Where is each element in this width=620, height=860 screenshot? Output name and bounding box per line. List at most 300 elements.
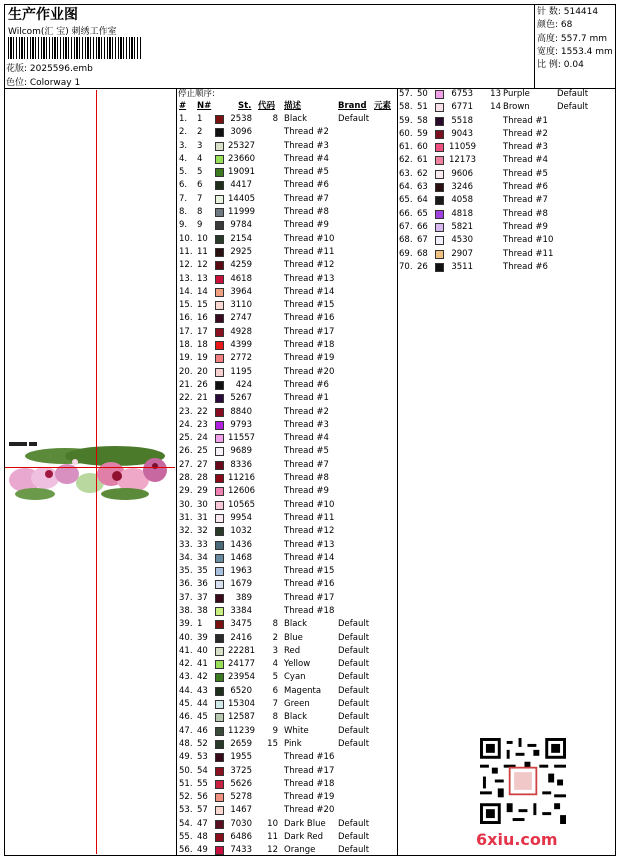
- row-stitches: 11239: [228, 725, 256, 736]
- row-stitches: 9043: [451, 128, 473, 139]
- row-index: 30.: [179, 499, 193, 510]
- color-swatch: [215, 168, 224, 177]
- row-index: 37.: [179, 592, 193, 603]
- color-swatch: [215, 740, 224, 749]
- row-needle: 19: [197, 353, 208, 364]
- sequence-row: [178, 671, 396, 684]
- row-index: 19.: [179, 353, 193, 364]
- sequence-row: [399, 141, 609, 154]
- row-index: 51.: [179, 778, 193, 789]
- sequence-row: [178, 366, 396, 379]
- page-title: 生产作业图: [8, 7, 78, 23]
- sequence-row: [178, 219, 396, 232]
- row-description: Thread #14: [284, 286, 335, 297]
- sequence-row: [178, 512, 396, 525]
- row-stitches: 11557: [228, 433, 256, 444]
- row-stitches: 9784: [230, 220, 252, 231]
- row-stitches: 424: [235, 379, 252, 390]
- colorway: 色位: Colorway 1: [6, 78, 81, 88]
- color-swatch: [215, 554, 224, 563]
- color-swatch: [215, 447, 224, 456]
- color-swatch: [215, 208, 224, 217]
- sequence-row: [178, 711, 396, 724]
- sequence-row: [178, 685, 396, 698]
- row-stitches: 1679: [230, 579, 252, 590]
- row-code: 3: [272, 645, 278, 656]
- row-index: 49.: [179, 752, 193, 763]
- row-brand: Default: [338, 699, 370, 710]
- row-stitches: 5626: [230, 778, 252, 789]
- color-swatch: [215, 806, 224, 815]
- color-swatch: [215, 408, 224, 417]
- row-stitches: 12606: [228, 486, 256, 497]
- row-index: 54.: [179, 818, 193, 829]
- header-n: N#: [197, 101, 212, 111]
- row-index: 58.: [399, 102, 413, 113]
- color-swatch: [215, 221, 224, 230]
- sequence-rows-right: [399, 88, 609, 274]
- sequence-row: [178, 299, 396, 312]
- row-description: Thread #16: [284, 313, 335, 324]
- sequence-column-1: [178, 88, 396, 858]
- color-swatch: [215, 514, 224, 523]
- row-brand: Default: [338, 738, 370, 749]
- design-scale: 比 例: 0.04: [537, 60, 584, 71]
- color-swatch: [435, 236, 444, 245]
- row-needle: 50: [417, 89, 428, 99]
- row-description: Thread #17: [284, 592, 335, 603]
- sequence-row: [178, 698, 396, 711]
- row-index: 50.: [179, 765, 193, 776]
- row-code: 14: [490, 102, 501, 113]
- row-description: Magenta: [284, 685, 322, 696]
- row-needle: 48: [197, 832, 208, 843]
- sequence-row: [178, 126, 396, 139]
- row-needle: 58: [417, 115, 428, 126]
- row-description: Black: [284, 619, 307, 630]
- row-index: 36.: [179, 579, 193, 590]
- row-stitches: 19091: [228, 167, 256, 178]
- row-index: 34.: [179, 552, 193, 563]
- row-code: 7: [272, 699, 278, 710]
- row-index: 53.: [179, 805, 193, 816]
- row-index: 62.: [399, 155, 413, 166]
- color-swatch: [215, 421, 224, 430]
- color-swatch: [215, 341, 224, 350]
- row-needle: 1: [197, 114, 203, 124]
- row-description: Thread #1: [503, 115, 548, 126]
- sequence-row: [178, 738, 396, 751]
- color-swatch: [215, 368, 224, 377]
- row-description: Thread #18: [284, 340, 335, 351]
- color-swatch: [215, 567, 224, 576]
- row-description: Thread #2: [284, 406, 329, 417]
- sequence-row: [399, 154, 609, 167]
- row-stitches: 1032: [230, 526, 252, 537]
- row-needle: 39: [197, 632, 208, 643]
- row-index: 29.: [179, 486, 193, 497]
- color-swatch: [215, 833, 224, 842]
- row-stitches: 9689: [230, 446, 252, 457]
- row-description: Thread #10: [503, 235, 554, 246]
- color-swatch: [435, 210, 444, 219]
- color-swatch: [435, 117, 444, 126]
- row-index: 60.: [399, 128, 413, 139]
- row-needle: 14: [197, 286, 208, 297]
- row-stitches: 8840: [230, 406, 252, 417]
- row-needle: 21: [197, 393, 208, 404]
- color-swatch: [435, 223, 444, 232]
- sequence-row: [178, 312, 396, 325]
- row-index: 1.: [179, 114, 188, 124]
- color-swatch: [215, 580, 224, 589]
- sequence-title: 停止顺序:: [178, 89, 215, 99]
- color-swatch: [215, 727, 224, 736]
- row-stitches: 5821: [451, 221, 473, 232]
- row-description: Black: [284, 114, 307, 124]
- row-index: 63.: [399, 168, 413, 179]
- row-index: 39.: [179, 619, 193, 630]
- row-description: Thread #8: [284, 207, 329, 218]
- row-index: 42.: [179, 659, 193, 670]
- row-stitches: 9793: [230, 419, 252, 430]
- row-description: Thread #12: [284, 526, 335, 537]
- sequence-column-2: [399, 88, 609, 274]
- row-description: Thread #17: [284, 326, 335, 337]
- row-stitches: 8336: [230, 459, 252, 470]
- color-swatch: [215, 660, 224, 669]
- row-needle: 41: [197, 659, 208, 670]
- row-description: Thread #9: [503, 221, 548, 232]
- row-needle: 44: [197, 699, 208, 710]
- row-index: 18.: [179, 340, 193, 351]
- row-description: Black: [284, 712, 307, 723]
- sequence-row: [178, 153, 396, 166]
- color-swatch: [215, 434, 224, 443]
- row-index: 27.: [179, 459, 193, 470]
- sequence-row: [178, 193, 396, 206]
- row-index: 44.: [179, 685, 193, 696]
- row-needle: 52: [197, 738, 208, 749]
- sequence-row: [178, 352, 396, 365]
- row-stitches: 2154: [230, 233, 252, 244]
- row-needle: 45: [197, 712, 208, 723]
- barcode-icon: [8, 37, 142, 59]
- row-needle: 62: [417, 168, 428, 179]
- row-stitches: 6771: [451, 102, 473, 113]
- color-swatch: [215, 634, 224, 643]
- sequence-row: [178, 658, 396, 671]
- row-brand: Default: [338, 114, 370, 124]
- row-description: Thread #3: [284, 419, 329, 430]
- sequence-row: [178, 525, 396, 538]
- row-description: Thread #19: [284, 353, 335, 364]
- row-description: Thread #2: [503, 128, 548, 139]
- design-height: 高度: 557.7 mm: [537, 33, 608, 44]
- row-stitches: 4259: [230, 260, 252, 271]
- row-index: 22.: [179, 393, 193, 404]
- row-description: Thread #6: [284, 379, 329, 390]
- sequence-row: [178, 592, 396, 605]
- sequence-row: [178, 286, 396, 299]
- sequence-row: [178, 844, 396, 857]
- row-index: 3.: [179, 140, 188, 151]
- row-needle: 46: [197, 725, 208, 736]
- row-stitches: 1467: [230, 805, 252, 816]
- color-swatch: [215, 673, 224, 682]
- sequence-row: [178, 765, 396, 778]
- row-needle: 57: [197, 805, 208, 816]
- row-index: 26.: [179, 446, 193, 457]
- row-index: 64.: [399, 182, 413, 193]
- row-index: 43.: [179, 672, 193, 683]
- row-description: Thread #10: [284, 233, 335, 244]
- row-stitches: 6520: [230, 685, 252, 696]
- sequence-row: [399, 221, 609, 234]
- sequence-row: [178, 179, 396, 192]
- sequence-row: [178, 140, 396, 153]
- row-stitches: 3096: [230, 127, 252, 138]
- row-index: 28.: [179, 473, 193, 484]
- sequence-row: [399, 248, 609, 261]
- row-description: Dark Blue: [284, 818, 326, 829]
- row-stitches: 6486: [230, 832, 252, 843]
- sequence-row: [178, 485, 396, 498]
- row-description: Thread #15: [284, 566, 335, 577]
- row-stitches: 15304: [228, 699, 256, 710]
- row-stitches: 1195: [230, 366, 252, 377]
- color-swatch: [215, 328, 224, 337]
- row-stitches: 5278: [230, 792, 252, 803]
- color-swatch: [435, 156, 444, 165]
- row-code: 6: [272, 685, 278, 696]
- row-stitches: 2659: [230, 738, 252, 749]
- row-index: 9.: [179, 220, 188, 231]
- color-swatch: [215, 527, 224, 536]
- color-count: 颜色: 68: [537, 20, 573, 31]
- color-swatch: [215, 753, 224, 762]
- row-needle: 10: [197, 233, 208, 244]
- row-stitches: 2772: [230, 353, 252, 364]
- row-description: Thread #20: [284, 366, 335, 377]
- sequence-row: [178, 379, 396, 392]
- row-description: Thread #11: [503, 248, 554, 259]
- color-swatch: [215, 288, 224, 297]
- row-stitches: 7433: [230, 845, 252, 856]
- sequence-row: [178, 246, 396, 259]
- color-swatch: [215, 620, 224, 629]
- row-index: 10.: [179, 233, 193, 244]
- sequence-row: [178, 472, 396, 485]
- color-swatch: [215, 115, 224, 124]
- row-needle: 27: [197, 459, 208, 470]
- row-description: Thread #11: [284, 246, 335, 257]
- row-description: Thread #6: [284, 180, 329, 191]
- row-stitches: 9954: [230, 512, 252, 523]
- row-index: 14.: [179, 286, 193, 297]
- row-code: 8: [272, 114, 278, 124]
- sequence-row: [399, 128, 609, 141]
- row-stitches: 3964: [230, 286, 252, 297]
- row-needle: 64: [417, 195, 428, 206]
- row-stitches: 11216: [228, 473, 256, 484]
- row-index: 32.: [179, 526, 193, 537]
- row-index: 33.: [179, 539, 193, 550]
- sequence-row: [178, 751, 396, 764]
- color-swatch: [435, 130, 444, 139]
- row-description: Thread #5: [503, 168, 548, 179]
- sequence-row: [178, 725, 396, 738]
- row-index: 57.: [399, 89, 413, 99]
- header-st: St.: [238, 101, 252, 111]
- color-swatch: [215, 381, 224, 390]
- row-description: Thread #1: [284, 393, 329, 404]
- row-brand: Default: [338, 645, 370, 656]
- row-description: Thread #12: [284, 260, 335, 271]
- row-needle: 7: [197, 193, 203, 204]
- row-index: 21.: [179, 379, 193, 390]
- row-needle: 55: [197, 778, 208, 789]
- row-needle: 49: [197, 845, 208, 856]
- row-index: 38.: [179, 605, 193, 616]
- row-description: Thread #4: [284, 433, 329, 444]
- color-swatch: [435, 183, 444, 192]
- sequence-row: [399, 261, 609, 274]
- row-index: 4.: [179, 153, 188, 164]
- sequence-row: [178, 259, 396, 272]
- row-description: Thread #16: [284, 752, 335, 763]
- sequence-row: [178, 539, 396, 552]
- header-code: 代码: [258, 101, 276, 111]
- sequence-row: [178, 113, 396, 126]
- sequence-row: [178, 459, 396, 472]
- row-description: Dark Red: [284, 832, 324, 843]
- row-description: Thread #10: [284, 499, 335, 510]
- row-needle: 38: [197, 605, 208, 616]
- row-stitches: 24177: [228, 659, 256, 670]
- row-index: 31.: [179, 512, 193, 523]
- row-needle: 42: [197, 672, 208, 683]
- row-stitches: 4530: [451, 235, 473, 246]
- preview-divider: [176, 88, 177, 856]
- color-swatch: [435, 250, 444, 259]
- sequence-row: [178, 326, 396, 339]
- row-stitches: 11999: [228, 207, 256, 218]
- row-description: Thread #20: [284, 805, 335, 816]
- sequence-row: [399, 115, 609, 128]
- watermark: 6xiu.com: [476, 830, 558, 849]
- sequence-row: [178, 818, 396, 831]
- row-stitches: 2907: [451, 248, 473, 259]
- row-index: 17.: [179, 326, 193, 337]
- row-needle: 65: [417, 208, 428, 219]
- sequence-row: [399, 88, 609, 101]
- row-index: 2.: [179, 127, 188, 138]
- row-index: 20.: [179, 366, 193, 377]
- row-index: 45.: [179, 699, 193, 710]
- design-file: 花版: 2025596.emb: [6, 64, 93, 74]
- row-index: 69.: [399, 248, 413, 259]
- color-swatch: [215, 195, 224, 204]
- row-needle: 56: [197, 792, 208, 803]
- sequence-row: [178, 552, 396, 565]
- color-swatch: [215, 261, 224, 270]
- row-stitches: 1963: [230, 566, 252, 577]
- row-needle: 25: [197, 446, 208, 457]
- row-needle: 63: [417, 182, 428, 193]
- row-needle: 11: [197, 246, 208, 257]
- row-index: 59.: [399, 115, 413, 126]
- row-index: 61.: [399, 142, 413, 153]
- color-swatch: [215, 541, 224, 550]
- embroidery-pattern: [9, 442, 167, 500]
- row-index: 23.: [179, 406, 193, 417]
- row-needle: 36: [197, 579, 208, 590]
- row-stitches: 14405: [228, 193, 256, 204]
- sequence-row: [178, 339, 396, 352]
- row-index: 35.: [179, 566, 193, 577]
- column-divider: [397, 88, 398, 856]
- center-line-horizontal: [5, 467, 175, 468]
- stitch-count: 针 数: 514414: [537, 7, 599, 17]
- row-description: Thread #4: [503, 155, 548, 166]
- row-needle: 22: [197, 406, 208, 417]
- row-index: 56.: [179, 845, 193, 856]
- row-description: Thread #3: [284, 140, 329, 151]
- row-needle: 47: [197, 818, 208, 829]
- row-index: 16.: [179, 313, 193, 324]
- row-description: Thread #14: [284, 552, 335, 563]
- row-stitches: 7030: [230, 818, 252, 829]
- header-desc: 描述: [284, 101, 302, 111]
- row-brand: Default: [338, 845, 370, 856]
- row-index: 47.: [179, 725, 193, 736]
- row-needle: 40: [197, 645, 208, 656]
- row-description: Thread #18: [284, 778, 335, 789]
- row-brand: Default: [338, 712, 370, 723]
- row-description: Thread #9: [284, 220, 329, 231]
- row-brand: Default: [338, 725, 370, 736]
- color-swatch: [215, 248, 224, 257]
- row-stitches: 3246: [451, 182, 473, 193]
- row-needle: 4: [197, 153, 203, 164]
- row-index: 68.: [399, 235, 413, 246]
- row-stitches: 22281: [228, 645, 256, 656]
- row-needle: 24: [197, 433, 208, 444]
- color-swatch: [215, 181, 224, 190]
- color-swatch: [215, 314, 224, 323]
- row-stitches: 2416: [230, 632, 252, 643]
- row-index: 15.: [179, 300, 193, 311]
- row-brand: Default: [557, 89, 589, 99]
- stats-divider: [534, 4, 535, 88]
- color-swatch: [435, 263, 444, 272]
- row-index: 65.: [399, 195, 413, 206]
- row-description: Thread #7: [284, 459, 329, 470]
- row-description: Red: [284, 645, 301, 656]
- row-stitches: 4818: [451, 208, 473, 219]
- sequence-row: [178, 831, 396, 844]
- color-swatch: [215, 275, 224, 284]
- color-swatch: [215, 142, 224, 151]
- color-swatch: [435, 103, 444, 112]
- sequence-row: [178, 273, 396, 286]
- sequence-row: [178, 406, 396, 419]
- sequence-row: [178, 605, 396, 618]
- sequence-row: [178, 233, 396, 246]
- center-line-vertical: [96, 90, 97, 854]
- row-needle: 17: [197, 326, 208, 337]
